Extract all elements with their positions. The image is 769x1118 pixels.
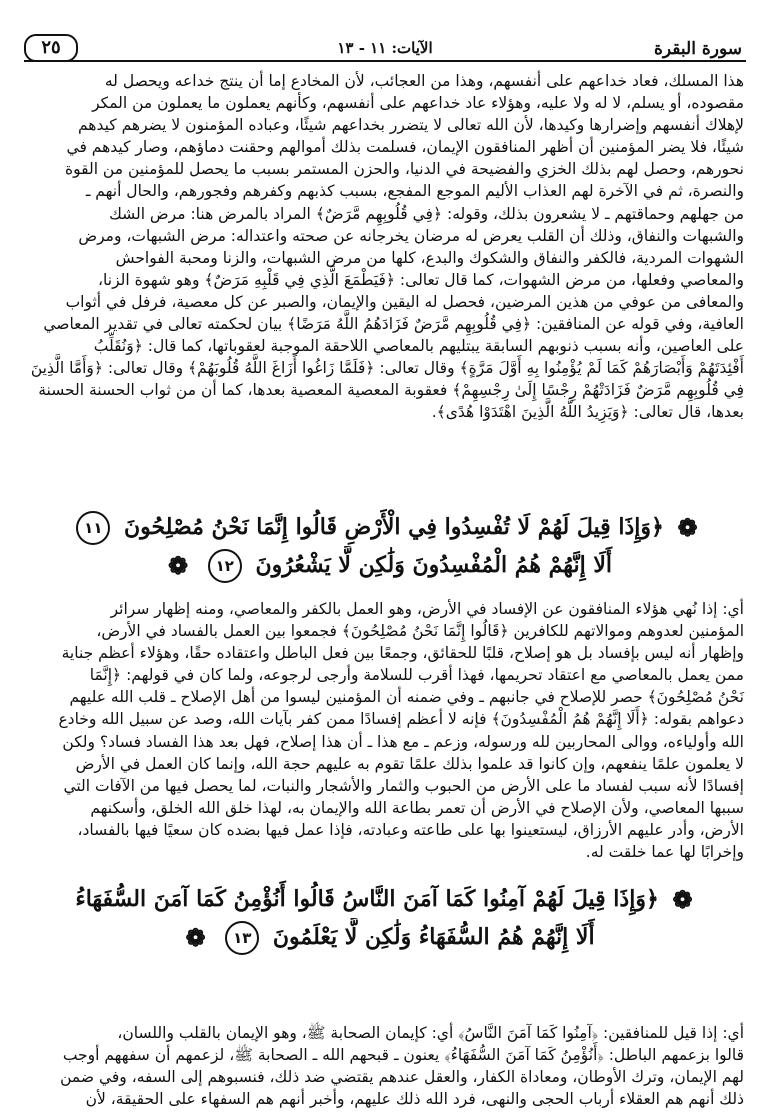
text-line: أي: إذا قيل للمنافقين: ﴿آمِنُوا كَمَا آمَنَ النَّاسُ﴾ أي: كإيمان الصحابة ﷺ، وهو الإيمان بالقلب واللسان، <box>117 1024 744 1042</box>
text-line: ذلك أنهم هم العقلاء أرباب الحجى والنهى، فرد الله ذلك عليهم، وأخبر أنهم هم السفهاء على الحقيقة، لأن <box>85 1090 744 1109</box>
flower-ornament-icon: ❁ <box>185 923 206 952</box>
text-line: بعدها، قال تعالى: ﴿وَيَزِيدُ اللَّهُ الَّذِينَ اهْتَدَوْا هُدًى﴾. <box>431 403 744 422</box>
text-line: نحورهم، وحصل لهم بذلك الخزي والفضيحة في الدنيا، والحزن المستمر بسبب ما يحصل للمؤمنين من القوة <box>65 160 744 179</box>
text-line: الله وأولياءه، ووالى المحاربين لله ورسوله، وزعم ـ مع هذا ـ أن هذا إصلاح، فهل بعد هذا الفساد فساد؟ ولكن <box>62 732 744 751</box>
text-line: شيئًا، فلا يضر المؤمنين أن أظهر المنافقون الإيمان، فسلمت بذلك أموالهم وحقنت دماؤهم، وصار كيدهم في <box>66 138 744 157</box>
text-line: هذا المسلك، فعاد خداعهم على أنفسهم، وهذا من العجائب، لأن المخادع إما أن ينتج خداعه ويحصل له <box>104 72 744 90</box>
text-line: العافية، وفي قوله عن المنافقين: ﴿فِي قُلُوبِهِم مَّرَضٌ فَزَادَهُمُ اللَّهُ مَرَضًا﴾ بيان لحكمته تعالى في تقدير المعاصي <box>43 315 744 334</box>
verse-line <box>30 508 744 546</box>
verse-text: ﴿وَإِذَا قِيلَ لَهُمْ آمِنُوا كَمَا آمَنَ النَّاسُ قَالُوا أَنُؤْمِنُ كَمَا آمَنَ السُّفَهَاءُ <box>75 886 659 912</box>
text-line: قالوا بزعمهم الباطل: ﴿أَنُؤْمِنُ كَمَا آمَنَ السُّفَهَاءُ﴾ يعنون ـ قبحهم الله ـ الصحابة ﷺ، لزعمهم أن سفههم أوجب <box>62 1046 744 1065</box>
flower-ornament-icon: ❁ <box>677 513 698 542</box>
text-line: نَحْنُ مُصْلِحُونَ﴾ حصر للإصلاح في جانبهم ـ وفي ضمنه أن المؤمنين ليسوا من أهل الإصلاح ـ قلب الله عليهم <box>69 688 744 707</box>
surah-title: سورة البقرة <box>654 39 742 59</box>
text-line: سببها المعاصي، ولأن الإصلاح في الأرض أن تعمر بطاعة الله والإيمان به، لهذا خلق الله الخلق، وأسكنهم <box>90 798 744 817</box>
commentary-block-1 <box>30 70 744 424</box>
text-line: على العاصين، وأنه بسبب ذنوبهم السابقة يبتليهم بالمعاصي اللاحقة الموجبة لعقوباتها، كما قال: ﴿وَنُقَلِّبُ <box>93 337 744 356</box>
flower-ornament-icon: ❁ <box>168 551 189 580</box>
text-line: والمعاصي وفعلها، من مرض الشهوات، كما قال تعالى: ﴿فَيَطْمَعَ الَّذِي فِي قَلْبِهِ مَرَضٌ﴾ وهو شهوة الزنا، <box>98 270 744 289</box>
text-line: فِي قُلُوبِهِم مَّرَضٌ فَزَادَتْهُمْ رِجْسًا إِلَىٰ رِجْسِهِمْ﴾ فعقوبة المعصية المعصية بعدها، كما أن من ثواب الحسنة الحسنة <box>38 381 744 400</box>
verse-number-marker: ١١ <box>76 511 110 545</box>
text-line: لا يعلمون علمًا ينفعهم، وإن كانوا قد علموا بذلك علمًا تقوم به عليهم حجة الله، وإنما كان العمل في الأرض <box>75 754 744 773</box>
text-line: أَفْئِدَتَهُمْ وَأَبْصَارَهُمْ كَمَا لَمْ يُؤْمِنُوا بِهِ أَوَّلَ مَرَّةٍ﴾ وقال تعالى: ﴿فَلَمَّا زَاغُوا أَزَاغَ اللَّهُ قُلُوبَهُمْ﴾ وقال تعالى: ﴿وَأَمَّا الَّذِينَ <box>30 359 744 378</box>
verse-block-11-12 <box>30 508 744 584</box>
text-line: المؤمنين لعدوهم وموالاتهم للكافرين ﴿قَالُوا إِنَّمَا نَحْنُ مُصْلِحُونَ﴾ فجمعوا بين العمل بالفساد في الأرض، <box>96 622 744 641</box>
verse-number-marker: ١٢ <box>208 549 242 583</box>
text-line: وإظهار أنه ليس بإفساد بل هو إصلاح، قلبًا للحقائق، وجمعًا بين فعل الباطل واعتقاده حقًا، وهؤلاء أعظم جناية <box>61 644 744 663</box>
flower-ornament-icon: ❁ <box>672 885 693 914</box>
text-line: والمعافى من عوفي من هذين المرضين، فحصل له اليقين والإيمان، والصبر عن كل معصية، فرفل في أثواب <box>65 292 744 311</box>
page-number: ٢٥ <box>24 34 78 62</box>
text-line: الشهوات المردية، فالكفر والنفاق والشكوك والبدع، كلها من مرض الشبهات، والزنا ومحبة الفواحش <box>115 248 744 267</box>
text-line: مقصوده، أو يسلم، لا له ولا عليه، وهؤلاء عاد خداعهم على أنفسهم، وكأنهم يعملون ما يعملون من المكر <box>92 94 744 113</box>
verse-block-13 <box>30 880 744 956</box>
verse-text: أَلَا إِنَّهُمْ هُمُ السُّفَهَاءُ وَلَٰكِن لَّا يَعْلَمُونَ <box>272 924 595 950</box>
commentary-block-3 <box>30 1022 744 1110</box>
verse-text: ﴿وَإِذَا قِيلَ لَهُمْ لَا تُفْسِدُوا فِي الْأَرْضِ قَالُوا إِنَّمَا نَحْنُ مُصْلِحُونَ <box>124 514 664 540</box>
text-line: لإهلاك أنفسهم وإضرارها وكيدها، لأن الله تعالى لا يتضرر بخداعهم شيئًا، وعباده المؤمنون لا يضرهم كيدهم <box>77 116 744 135</box>
verse-number-marker: ١٣ <box>225 921 259 955</box>
text-line: الأرض، وأدر عليهم الأرزاق، ليستعينوا بها على طاعته وعبادته، فإذا عمل فيها بضده كان سعيًا فيها بالفساد، <box>77 820 744 839</box>
text-line: لهم الإيمان، وترك الأوطان، ومعاداة الكفار، والعقل عندهم يقتضي ضد ذلك، فنسبوهم إلى السفه، وفي ضمن <box>60 1068 744 1087</box>
text-line: دعواهم بقوله: ﴿أَلَا إِنَّهُمْ هُمُ الْمُفْسِدُونَ﴾ فإنه لا أعظم إفسادًا ممن كفر بآيات الله، وصد عن سبيل الله وخادع <box>58 710 744 729</box>
text-line: والشبهات والنفاق، وذلك أن القلب يعرض له مرضان يخرجانه عن صحته واعتداله: مرض الشبهات، ومرض <box>78 226 744 245</box>
commentary-block-2 <box>30 598 744 863</box>
text-line: والنصرة، ثم في الآخرة لهم العذاب الأليم الموجع المفجع، بسبب كذبهم وكفرهم وفجورهم، والحال أنهم ـ <box>85 182 744 201</box>
ayat-range: الآيات: ١١ - ١٣ <box>337 39 433 57</box>
verse-line <box>30 546 744 584</box>
text-line: من جهلهم وحماقتهم ـ لا يشعرون بذلك، وقوله: ﴿فِي قُلُوبِهِم مَّرَضٌ﴾ المراد بالمرض هنا: مرض الشك <box>109 204 744 223</box>
text-line: إفسادًا لأنه سبب لفساد ما على الأرض من الحبوب والثمار والأشجار والنبات، لما يحصل فيها من الآفات التي <box>63 776 744 795</box>
verse-text: أَلَا إِنَّهُمْ هُمُ الْمُفْسِدُونَ وَلَٰكِن لَّا يَشْعُرُونَ <box>255 552 612 578</box>
page-header <box>24 36 746 62</box>
text-line: أي: إذا نُهي هؤلاء المنافقون عن الإفساد في الأرض، وهو العمل بالكفر والمعاصي، ومنه إظهار سرائر <box>110 600 744 618</box>
verse-line <box>30 918 744 956</box>
text-line: ممن يعمل بالمعاصي مع اعتقاد تحريمها، فهذا أقرب للسلامة وأرجى لرجوعه، ولما كان في قولهم: ﴿إِنَّمَا <box>89 666 744 685</box>
verse-line <box>30 880 744 918</box>
text-line: وإخرابًا لها عما خلقت له. <box>585 843 744 862</box>
header-rule <box>24 60 746 62</box>
